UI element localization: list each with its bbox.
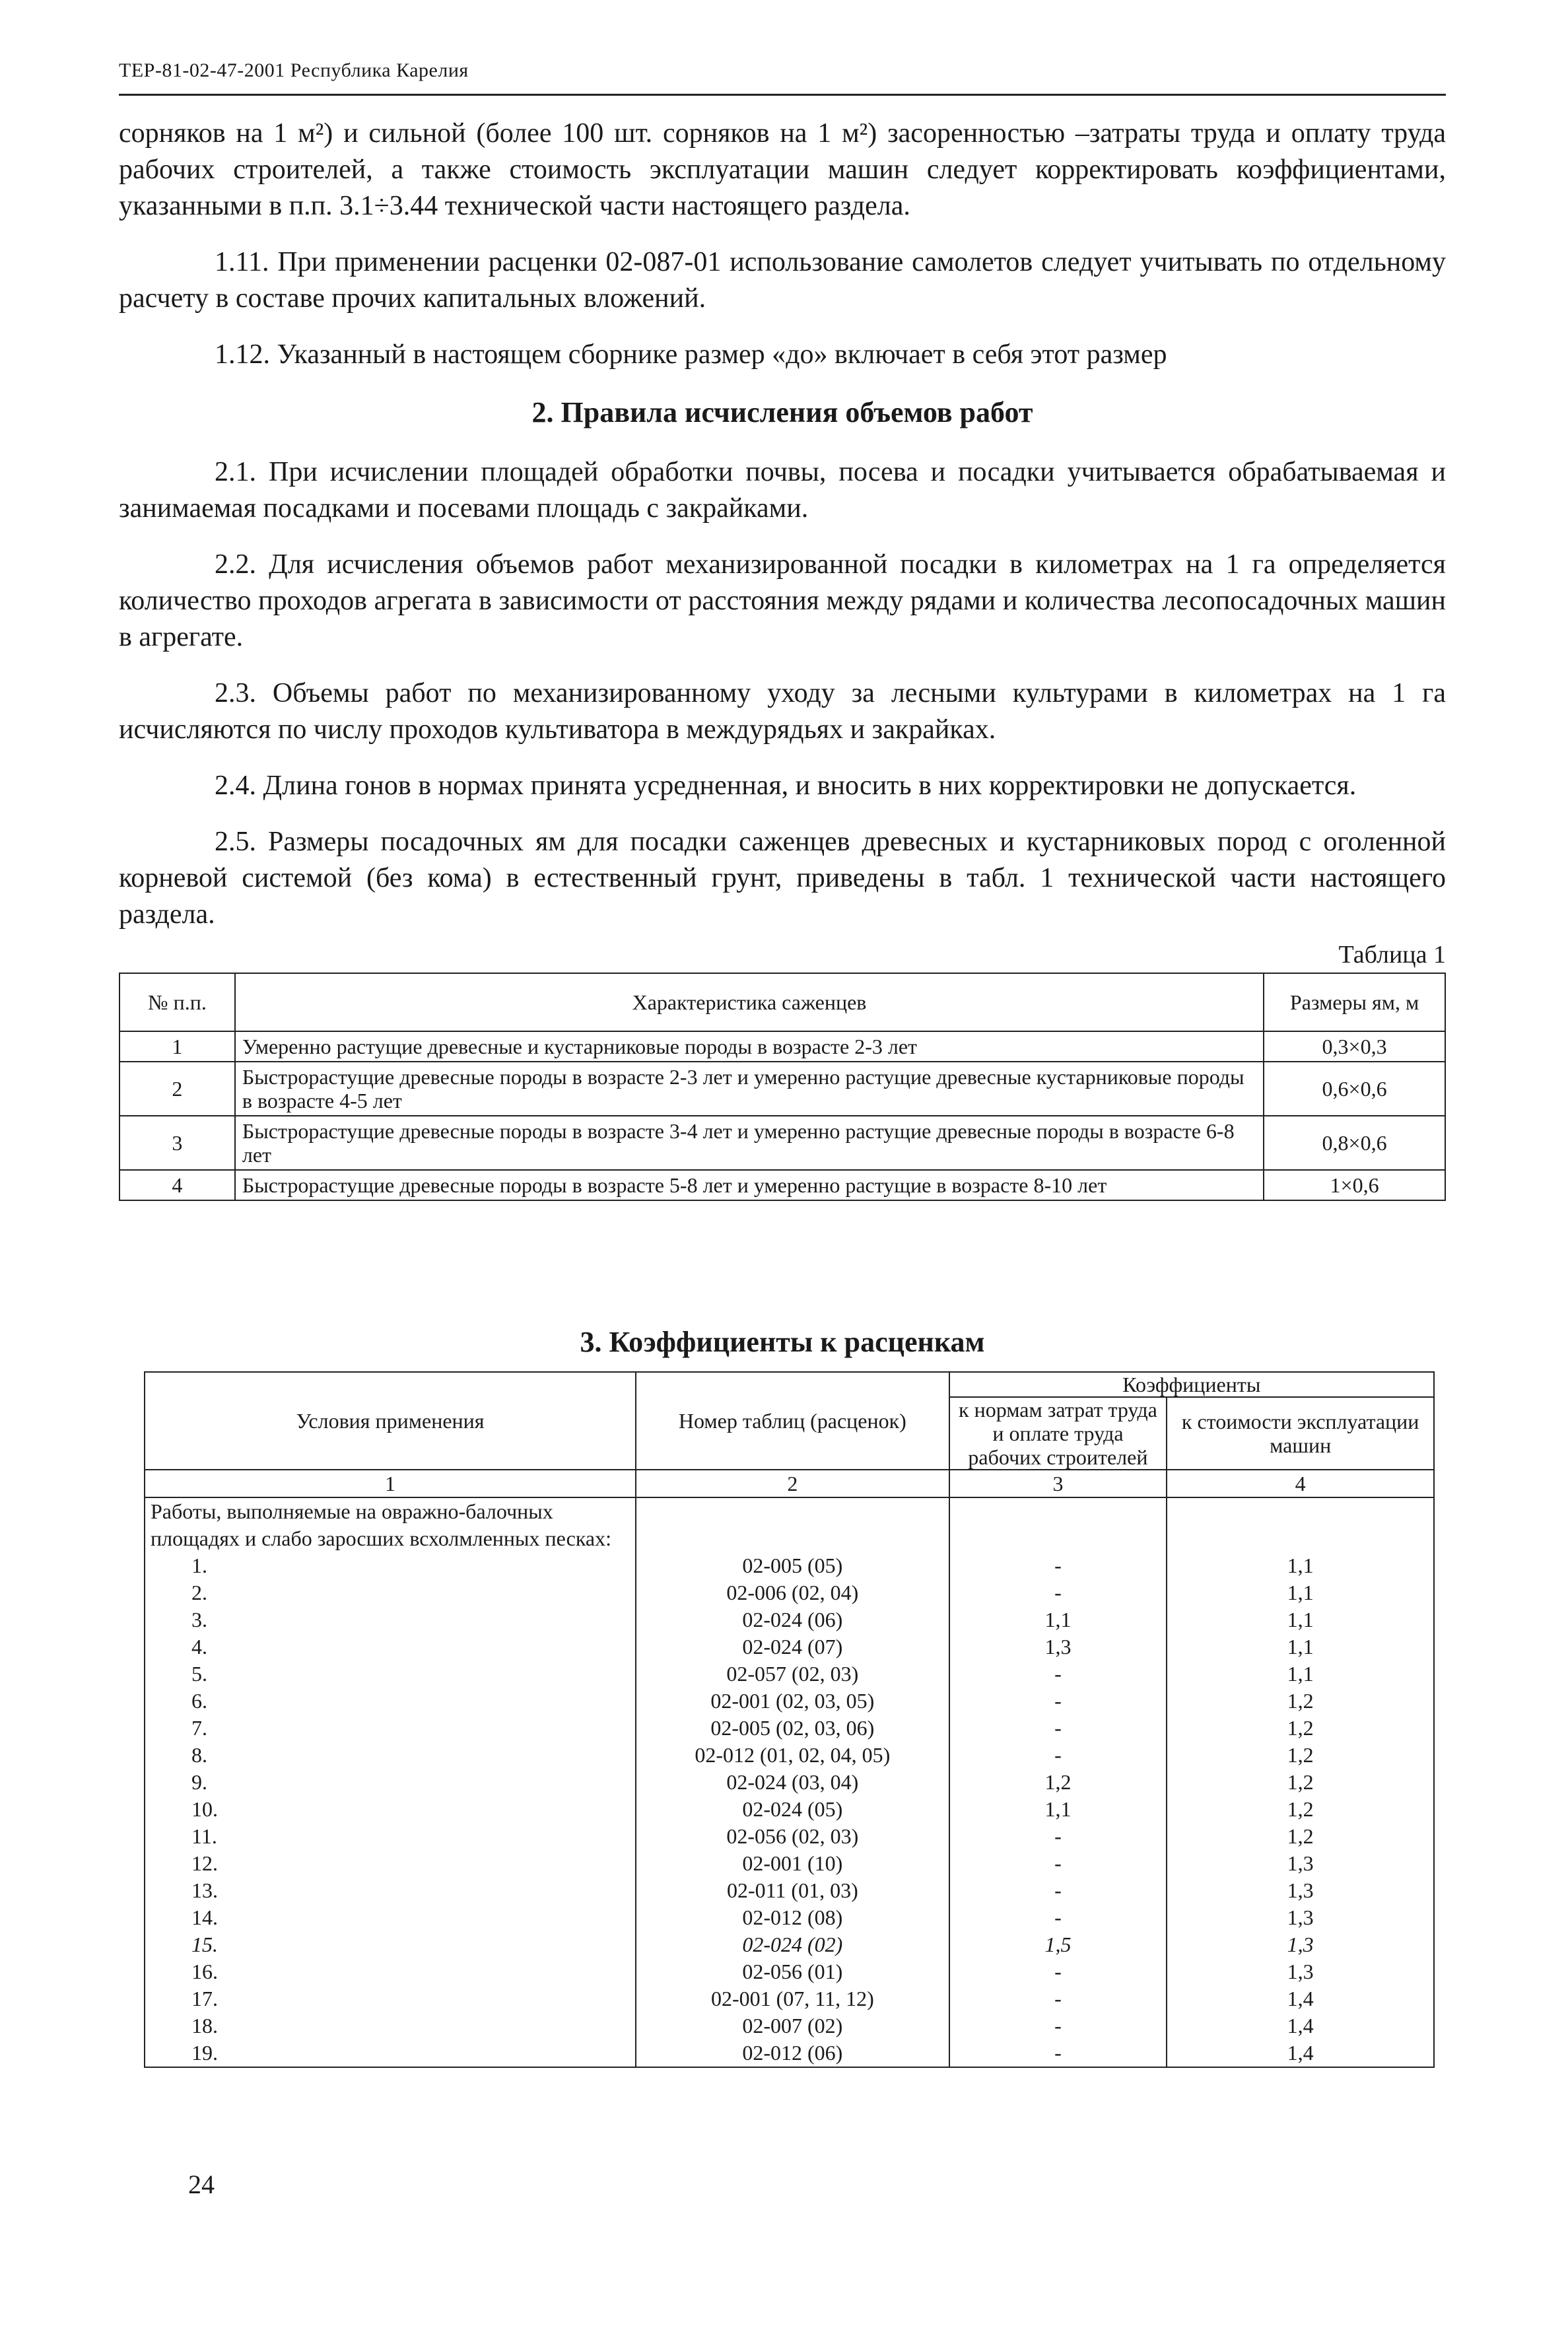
table-2-group-description: Работы, выполняемые на овражно-балочных площадях и слабо заросших всхолмленных песках: xyxy=(145,1497,636,1552)
row-item-number: 14. xyxy=(145,1904,636,1931)
row-machine-coefficient: 1,3 xyxy=(1167,1850,1434,1877)
paragraph-2-3: 2.3. Объемы работ по механизированному уходу за лесными культурами в километрах на 1 га исчисляются по числу проходов культиватора в междурядьях и закрайках. xyxy=(119,678,1446,745)
table-row xyxy=(145,1877,1434,1904)
table-row xyxy=(145,1606,1434,1633)
page-number: 24 xyxy=(188,2170,215,2199)
table-row xyxy=(145,1850,1434,1877)
row-machine-coefficient: 1,2 xyxy=(1167,1823,1434,1850)
main-content xyxy=(119,116,1446,1201)
table-row xyxy=(119,1116,1445,1170)
row-labor-coefficient: - xyxy=(949,1823,1167,1850)
row-table-code: 02-024 (05) xyxy=(636,1796,949,1823)
row-item-number: 5. xyxy=(145,1660,636,1688)
table-row xyxy=(119,1031,1445,1062)
row-table-code: 02-012 (06) xyxy=(636,2039,949,2067)
row-machine-coefficient: 1,1 xyxy=(1167,1660,1434,1688)
row-table-code: 02-005 (05) xyxy=(636,1552,949,1579)
row-item-number: 7. xyxy=(145,1715,636,1742)
table-2-header-row-1 xyxy=(145,1372,1434,1397)
table-1-cell-desc: Быстрорастущие древесные породы в возрасте 2-3 лет и умеренно растущие древесные кустарниковые породы в возрасте 4-5 лет xyxy=(235,1062,1264,1116)
row-table-code: 02-024 (02) xyxy=(636,1931,949,1958)
table-row xyxy=(145,1742,1434,1769)
row-labor-coefficient: - xyxy=(949,1552,1167,1579)
row-machine-coefficient: 1,2 xyxy=(1167,1688,1434,1715)
paragraph-2-4: 2.4. Длина гонов в нормах принята усредненная, и вносить в них корректировки не допускается. xyxy=(215,770,1357,801)
table-2-header-coefficients: Коэффициенты xyxy=(949,1372,1434,1397)
row-table-code: 02-012 (08) xyxy=(636,1904,949,1931)
row-table-code: 02-005 (02, 03, 06) xyxy=(636,1715,949,1742)
row-item-number: 12. xyxy=(145,1850,636,1877)
row-labor-coefficient: - xyxy=(949,2012,1167,2039)
row-machine-coefficient: 1,2 xyxy=(1167,1796,1434,1823)
table-row xyxy=(145,2012,1434,2039)
row-labor-coefficient: - xyxy=(949,1715,1167,1742)
paragraph-2-1: 2.1. При исчислении площадей обработки почвы, посева и посадки учитывается обрабатываемая и занимаемая посадками и посевами площадь с закрайками. xyxy=(119,457,1446,524)
row-table-code: 02-024 (07) xyxy=(636,1633,949,1660)
table-2-group-row xyxy=(145,1497,1434,1552)
table-row xyxy=(145,1633,1434,1660)
table-2-header-labor: к нормам затрат труда и оплате труда рабочих строителей xyxy=(949,1397,1167,1470)
row-item-number: 18. xyxy=(145,2012,636,2039)
paragraph-2-2: 2.2. Для исчисления объемов работ механизированной посадки в километрах на 1 га определяется количество проходов агрегата в зависимости от расстояния между рядами и количества лесопосадочных машин в агрегате. xyxy=(119,549,1446,652)
row-machine-coefficient: 1,3 xyxy=(1167,1904,1434,1931)
row-machine-coefficient: 1,2 xyxy=(1167,1742,1434,1769)
row-table-code: 02-007 (02) xyxy=(636,2012,949,2039)
table-row xyxy=(145,1823,1434,1850)
row-labor-coefficient: - xyxy=(949,1688,1167,1715)
row-labor-coefficient: 1,5 xyxy=(949,1931,1167,1958)
row-item-number: 2. xyxy=(145,1579,636,1606)
row-item-number: 6. xyxy=(145,1688,636,1715)
row-item-number: 10. xyxy=(145,1796,636,1823)
row-table-code: 02-001 (02, 03, 05) xyxy=(636,1688,949,1715)
row-machine-coefficient: 1,2 xyxy=(1167,1715,1434,1742)
table-1-cell-desc: Быстрорастущие древесные породы в возрасте 3-4 лет и умеренно растущие древесные породы в возрасте 6-8 лет xyxy=(235,1116,1264,1170)
table-row xyxy=(145,1931,1434,1958)
table-1-cell-size: 0,3×0,3 xyxy=(1264,1031,1445,1062)
row-machine-coefficient: 1,1 xyxy=(1167,1606,1434,1633)
table-2-coefficients xyxy=(144,1371,1435,2068)
table-row xyxy=(145,1904,1434,1931)
running-header: ТЕР-81-02-47-2001 Республика Карелия xyxy=(119,59,1446,96)
paragraph-continuation: сорняков на 1 м²) и сильной (более 100 шт. сорняков на 1 м²) засоренностью –затраты труда и оплату труда рабочих строителей, а также стоимость эксплуатации машин следует корректировать коэффициентами, указанными в п.п. 3.1÷3.44 технической части настоящего раздела. xyxy=(119,118,1446,221)
table-2-header-conditions: Условия применения xyxy=(145,1372,636,1470)
section-3-title: 3. Коэффициенты к расценкам xyxy=(580,1326,985,1358)
row-machine-coefficient: 1,3 xyxy=(1167,1877,1434,1904)
table-1-header-row xyxy=(119,973,1445,1031)
table-2-header-machines: к стоимости эксплуатации машин xyxy=(1167,1397,1434,1470)
row-machine-coefficient: 1,1 xyxy=(1167,1579,1434,1606)
table-1-cell-size: 0,8×0,6 xyxy=(1264,1116,1445,1170)
row-item-number: 11. xyxy=(145,1823,636,1850)
row-table-code: 02-001 (07, 11, 12) xyxy=(636,1985,949,2012)
row-table-code: 02-056 (02, 03) xyxy=(636,1823,949,1850)
row-table-code: 02-011 (01, 03) xyxy=(636,1877,949,1904)
row-item-number: 8. xyxy=(145,1742,636,1769)
row-machine-coefficient: 1,4 xyxy=(1167,1985,1434,2012)
row-machine-coefficient: 1,3 xyxy=(1167,1931,1434,1958)
row-machine-coefficient: 1,2 xyxy=(1167,1769,1434,1796)
row-item-number: 13. xyxy=(145,1877,636,1904)
row-table-code: 02-056 (01) xyxy=(636,1958,949,1985)
row-table-code: 02-012 (01, 02, 04, 05) xyxy=(636,1742,949,1769)
column-number: 2 xyxy=(636,1470,949,1497)
paragraph-1-12: 1.12. Указанный в настоящем сборнике размер «до» включает в себя этот размер xyxy=(215,339,1167,370)
paragraph-1-11: 1.11. При применении расценки 02-087-01 использование самолетов следует учитывать по отдельному расчету в составе прочих капитальных вложений. xyxy=(119,247,1446,314)
table-row xyxy=(119,1062,1445,1116)
row-table-code: 02-024 (03, 04) xyxy=(636,1769,949,1796)
table-row xyxy=(145,1660,1434,1688)
table-row xyxy=(145,1688,1434,1715)
row-item-number: 19. xyxy=(145,2039,636,2067)
row-item-number: 3. xyxy=(145,1606,636,1633)
table-row xyxy=(145,1579,1434,1606)
table-row xyxy=(145,1715,1434,1742)
row-item-number: 1. xyxy=(145,1552,636,1579)
column-number: 1 xyxy=(145,1470,636,1497)
row-labor-coefficient: - xyxy=(949,1958,1167,1985)
table-row xyxy=(119,1170,1445,1200)
row-labor-coefficient: - xyxy=(949,1877,1167,1904)
row-labor-coefficient: - xyxy=(949,1850,1167,1877)
column-number: 4 xyxy=(1167,1470,1434,1497)
table-1-seedlings xyxy=(119,973,1446,1201)
row-item-number: 17. xyxy=(145,1985,636,2012)
row-labor-coefficient: 1,1 xyxy=(949,1606,1167,1633)
row-table-code: 02-006 (02, 04) xyxy=(636,1579,949,1606)
table-1-header-num: № п.п. xyxy=(119,973,235,1031)
row-labor-coefficient: 1,1 xyxy=(949,1796,1167,1823)
table-1-cell-num: 2 xyxy=(119,1062,235,1116)
table-1-header-desc: Характеристика саженцев xyxy=(235,973,1264,1031)
table-1-cell-num: 4 xyxy=(119,1170,235,1200)
row-labor-coefficient: - xyxy=(949,1904,1167,1931)
section-3 xyxy=(119,1324,1446,2065)
row-machine-coefficient: 1,1 xyxy=(1167,1552,1434,1579)
table-row xyxy=(145,1958,1434,1985)
row-item-number: 9. xyxy=(145,1769,636,1796)
table-1-cell-num: 3 xyxy=(119,1116,235,1170)
section-2-title: 2. Правила исчисления объемов работ xyxy=(531,396,1033,428)
table-1-cell-size: 0,6×0,6 xyxy=(1264,1062,1445,1116)
table-1-cell-size: 1×0,6 xyxy=(1264,1170,1445,1200)
row-machine-coefficient: 1,1 xyxy=(1167,1633,1434,1660)
table-row xyxy=(145,1769,1434,1796)
table-row xyxy=(145,1796,1434,1823)
row-labor-coefficient: 1,3 xyxy=(949,1633,1167,1660)
table-row xyxy=(145,2039,1434,2067)
row-labor-coefficient: - xyxy=(949,1579,1167,1606)
row-table-code: 02-001 (10) xyxy=(636,1850,949,1877)
row-item-number: 4. xyxy=(145,1633,636,1660)
row-labor-coefficient: - xyxy=(949,1985,1167,2012)
column-number: 3 xyxy=(949,1470,1167,1497)
row-machine-coefficient: 1,4 xyxy=(1167,2039,1434,2067)
row-item-number: 15. xyxy=(145,1931,636,1958)
paragraph-2-5: 2.5. Размеры посадочных ям для посадки саженцев древесных и кустарниковых пород с оголенной корневой системой (без кома) в естественный грунт, приведены в табл. 1 технической части настоящего раздела. xyxy=(119,827,1446,930)
row-labor-coefficient: 1,2 xyxy=(949,1769,1167,1796)
row-machine-coefficient: 1,4 xyxy=(1167,2012,1434,2039)
row-machine-coefficient: 1,3 xyxy=(1167,1958,1434,1985)
row-labor-coefficient: - xyxy=(949,1742,1167,1769)
row-table-code: 02-057 (02, 03) xyxy=(636,1660,949,1688)
table-1-header-size: Размеры ям, м xyxy=(1264,973,1445,1031)
table-1-cell-desc: Умеренно растущие древесные и кустарниковые породы в возрасте 2-3 лет xyxy=(235,1031,1264,1062)
table-row xyxy=(145,1552,1434,1579)
table-1-cell-num: 1 xyxy=(119,1031,235,1062)
table-row xyxy=(145,1985,1434,2012)
table-1-caption: Таблица 1 xyxy=(1338,941,1446,969)
row-labor-coefficient: - xyxy=(949,1660,1167,1688)
table-1-cell-desc: Быстрорастущие древесные породы в возрасте 5-8 лет и умеренно растущие в возрасте 8-10 лет xyxy=(235,1170,1264,1200)
row-table-code: 02-024 (06) xyxy=(636,1606,949,1633)
table-2-header-table-number: Номер таблиц (расценок) xyxy=(636,1372,949,1470)
row-item-number: 16. xyxy=(145,1958,636,1985)
table-2-column-numbers xyxy=(145,1470,1434,1497)
row-labor-coefficient: - xyxy=(949,2039,1167,2067)
